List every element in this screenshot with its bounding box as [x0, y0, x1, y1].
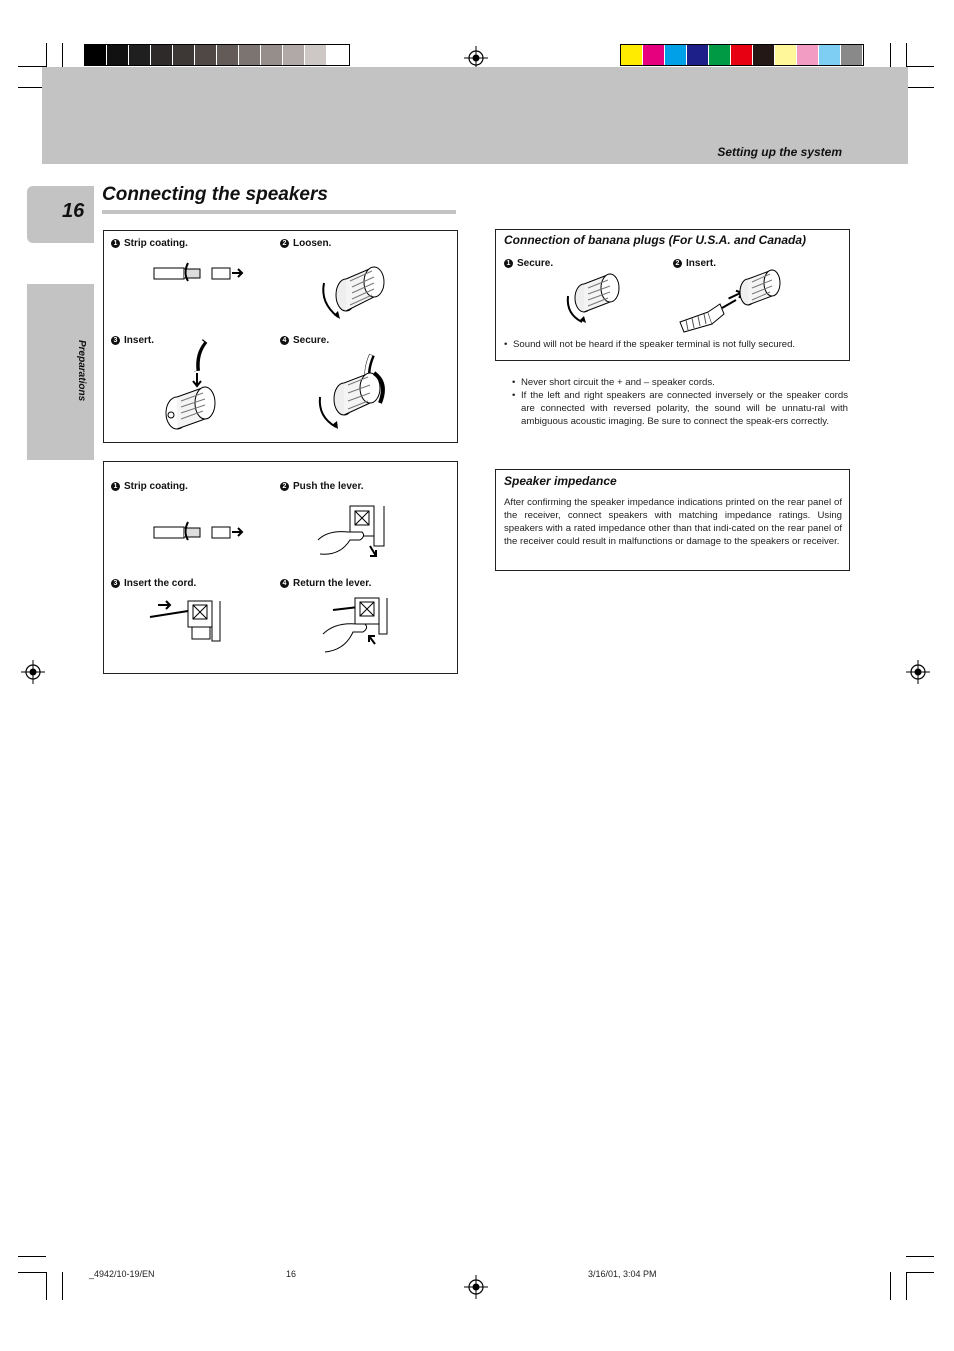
page-number: 16 [62, 200, 85, 222]
step-label: Strip coating. [124, 481, 188, 492]
step-label: Secure. [293, 335, 330, 346]
color-swatch [305, 45, 327, 65]
grayscale-bar [84, 44, 350, 66]
crop-mark [46, 1272, 47, 1300]
page-title: Connecting the speakers [102, 184, 328, 205]
color-swatch [687, 45, 709, 65]
step-label: Insert the cord. [124, 578, 197, 589]
step-insert-cord [111, 578, 196, 589]
color-swatch [283, 45, 305, 65]
step-label: Strip coating. [124, 238, 188, 249]
insert-banana-plug-illustration [676, 262, 786, 334]
insert-wire-illustration [159, 339, 229, 434]
color-swatch [327, 45, 349, 65]
caution-item: • If the left and right speakers are connected inversely or the speaker cords are connected with reversed polarity, the sound will be unnatu-ral with ambiguous acoustic imaging. Be sure to connect the speak-ers correctly. [512, 389, 848, 428]
step-insert [111, 335, 154, 346]
side-tab-label [67, 340, 91, 420]
crop-mark [906, 66, 934, 67]
strip-wire-illustration [152, 259, 247, 289]
secure-knob-illustration [316, 353, 396, 433]
color-swatch [195, 45, 217, 65]
color-swatch [173, 45, 195, 65]
crop-mark [906, 1272, 934, 1273]
side-tab-text: Preparations [76, 340, 87, 402]
color-swatch [753, 45, 775, 65]
step-number: 4 [280, 579, 289, 588]
color-swatch [841, 45, 863, 65]
registration-mark-icon [906, 660, 930, 684]
impedance-body: After confirming the speaker impedance indications printed on the rear panel of the receiver, connect speakers with matching impedance ratings. Using speakers with a rated impedance other than that indi-cated on the rear panel of the receiver could result in malfunctions or damage to the speakers or receiver. [504, 497, 842, 547]
insert-cord-illustration [148, 597, 228, 647]
return-lever-illustration [319, 594, 394, 656]
title-rule [102, 210, 456, 214]
step-label: Insert. [124, 335, 155, 346]
color-swatch [621, 45, 643, 65]
footer-page: 16 [286, 1269, 297, 1279]
step-secure [280, 335, 329, 346]
step-number: 2 [280, 482, 289, 491]
registration-mark-icon [21, 660, 45, 684]
step-number: 3 [111, 336, 120, 345]
color-swatch [643, 45, 665, 65]
crop-mark [906, 87, 934, 88]
step-secure [504, 258, 553, 269]
caution-item: • Never short circuit the + and – speaker cords. [512, 376, 848, 389]
registration-mark-icon [464, 1275, 488, 1299]
step-label: Secure. [517, 258, 554, 269]
step-number: 3 [111, 579, 120, 588]
color-swatch [239, 45, 261, 65]
step-number: 1 [111, 239, 120, 248]
step-push-lever [280, 481, 364, 492]
footer-date: 3/16/01, 3:04 PM [588, 1269, 657, 1279]
color-swatch [129, 45, 151, 65]
step-label: Loosen. [293, 238, 332, 249]
color-swatch [797, 45, 819, 65]
crop-mark [62, 1272, 63, 1300]
banana-plug-box [495, 229, 850, 361]
caution-list [512, 376, 848, 428]
color-swatch [261, 45, 283, 65]
step-number: 2 [673, 259, 682, 268]
step-return-lever [280, 578, 371, 589]
strip-wire-illustration [152, 518, 247, 548]
crop-mark [906, 1272, 907, 1300]
push-lever-illustration [314, 502, 394, 564]
color-swatch [665, 45, 687, 65]
step-label: Insert. [686, 258, 717, 269]
color-swatch [151, 45, 173, 65]
crop-mark [18, 1256, 46, 1257]
color-bar [620, 44, 864, 66]
banana-note: • Sound will not be heard if the speaker terminal is not fully secured. [504, 338, 844, 351]
footer-file: _4942/10-19/EN [89, 1269, 155, 1279]
crop-mark [18, 1272, 46, 1273]
color-swatch [85, 45, 107, 65]
step-number: 4 [280, 336, 289, 345]
banana-box-heading: Connection of banana plugs (For U.S.A. and Canada) [504, 233, 807, 247]
secure-knob-illustration [562, 266, 632, 326]
step-loosen [280, 238, 331, 249]
screw-terminal-box [103, 230, 458, 443]
color-swatch [731, 45, 753, 65]
step-number: 1 [504, 259, 513, 268]
lever-terminal-box [103, 461, 458, 674]
speaker-impedance-box [495, 469, 850, 571]
step-label: Push the lever. [293, 481, 364, 492]
impedance-heading: Speaker impedance [504, 474, 617, 488]
crop-mark [906, 1256, 934, 1257]
step-number: 2 [280, 239, 289, 248]
loosen-knob-illustration [316, 253, 396, 323]
color-swatch [709, 45, 731, 65]
section-title: Setting up the system [717, 145, 842, 159]
step-strip-coating [111, 481, 188, 492]
color-swatch [775, 45, 797, 65]
color-swatch [217, 45, 239, 65]
crop-mark [890, 1272, 891, 1300]
step-label: Return the lever. [293, 578, 372, 589]
color-swatch [819, 45, 841, 65]
color-swatch [107, 45, 129, 65]
banana-note-list [504, 338, 844, 351]
step-number: 1 [111, 482, 120, 491]
step-strip-coating [111, 238, 188, 249]
